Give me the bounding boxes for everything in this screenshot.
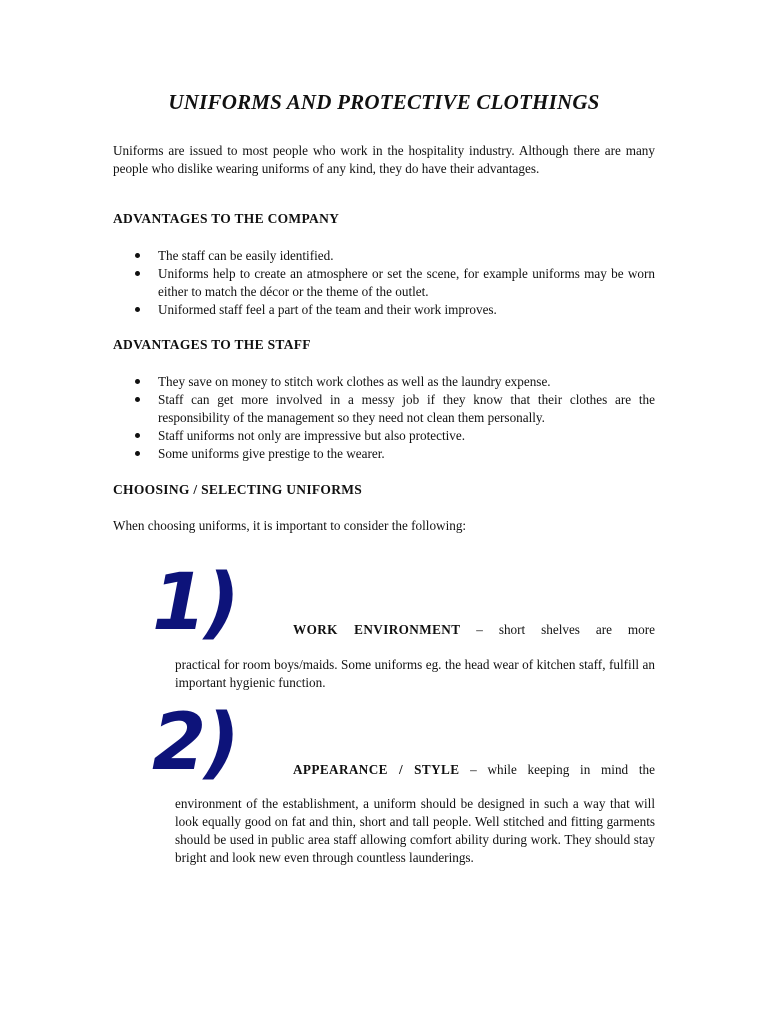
list-item: Staff uniforms not only are impressive but also protective. — [113, 427, 655, 445]
company-advantages-heading: ADVANTAGES TO THE COMPANY — [113, 211, 340, 226]
item-1-body: practical for room boys/maids. Some uniforms eg. the head wear of kitchen staff, fulfill an important hygienic function. — [175, 657, 655, 690]
staff-advantages-heading: ADVANTAGES TO THE STAFF — [113, 337, 311, 352]
item-2-lead-text: – while keeping in mind the — [459, 762, 655, 777]
list-item: The staff can be easily identified. — [113, 247, 655, 265]
item-2-lead — [293, 761, 655, 779]
item-2-label: APPEARANCE / STYLE — [293, 762, 460, 777]
choosing-intro: When choosing uniforms, it is important to consider the following: — [113, 518, 467, 533]
page-title: UNIFORMS AND PROTECTIVE CLOTHINGS — [168, 90, 600, 114]
choosing-uniforms-heading: CHOOSING / SELECTING UNIFORMS — [113, 482, 363, 497]
list-item: Uniforms help to create an atmosphere or set the scene, for example uniforms may be worn either to match the décor or the theme of the outlet. — [113, 265, 655, 301]
staff-advantages-list — [113, 373, 655, 463]
item-number-1: 1) — [152, 558, 238, 648]
company-advantages-list — [113, 247, 655, 319]
list-item: Some uniforms give prestige to the wearer. — [113, 445, 655, 463]
intro-paragraph: Uniforms are issued to most people who work in the hospitality industry. Although there are many people who dislike wearing uniforms of any kind, they do have their advantages. — [113, 143, 655, 176]
list-item: They save on money to stitch work clothes as well as the laundry expense. — [113, 373, 655, 391]
item-1-label: WORK ENVIRONMENT — [293, 622, 461, 637]
item-1-lead — [293, 621, 655, 639]
list-item: Staff can get more involved in a messy job if they know that their clothes are the responsibility of the management so they need not clean them personally. — [113, 391, 655, 427]
item-2-body: environment of the establishment, a uniform should be designed in such a way that will look equally good on fat and thin, short and tall people. Well stitched and fitting garments should be used in public area staff allowing comfort ability during work. They should stay bright and look new even through countless launderings. — [175, 796, 655, 865]
list-item: Uniformed staff feel a part of the team and their work improves. — [113, 301, 655, 319]
item-1-lead-text: – short shelves are more — [460, 622, 655, 637]
item-number-2: 2) — [152, 698, 238, 788]
